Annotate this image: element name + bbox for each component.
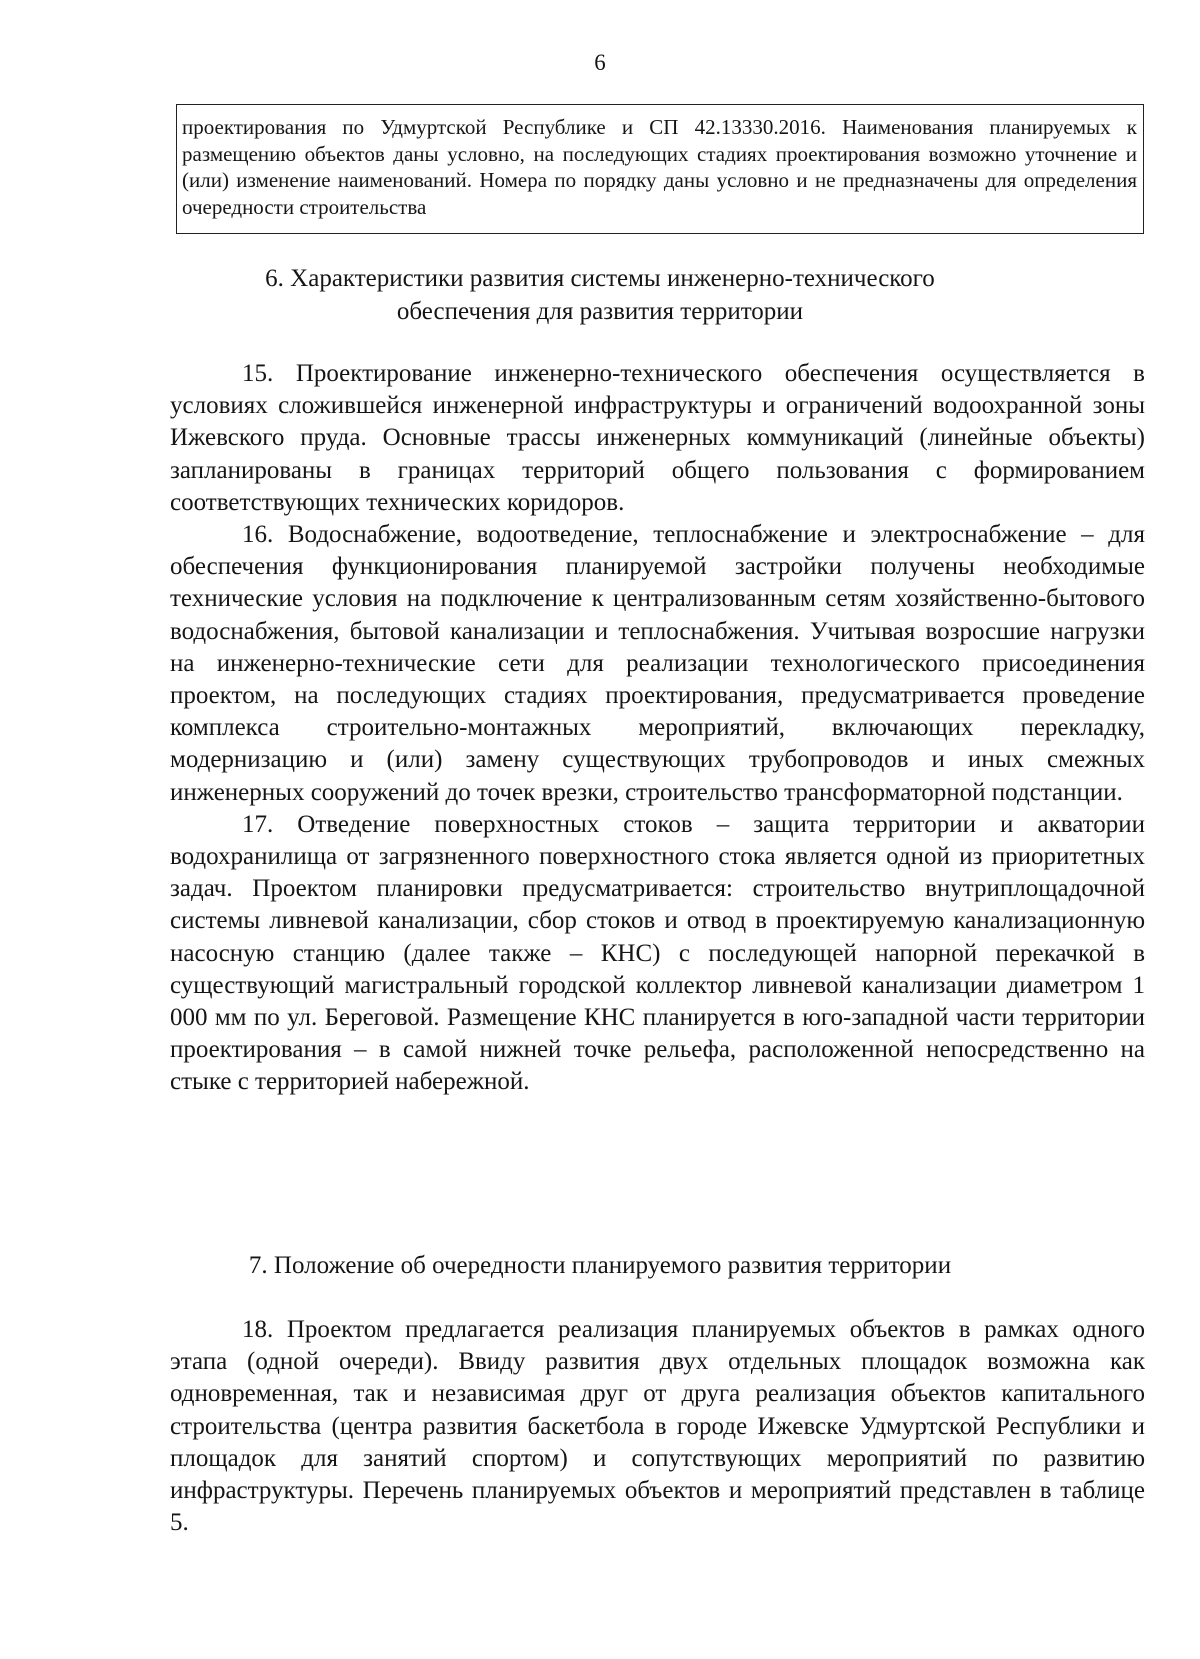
section-6-heading (0, 262, 1200, 328)
table-note-box (176, 104, 1144, 234)
paragraph-17: 17. Отведение поверхностных стоков – защита территории и акватории водохранилища от загрязненного поверхностного стока является одной из приоритетных задач. Проектом планировки предусматривается: строительство внутриплощадочной системы ливневой канализации, сбор стоков и отвод в проектируемую канализационную насосную станцию (далее также – КНС) с последующей напорной перекачкой в существующий магистральный городской коллектор ливневой канализации диаметром 1 000 мм по ул. Береговой. Размещение КНС планируется в юго-западной части территории проектирования – в самой нижней точке рельефа, расположенной непосредственно на стыке с территорией набережной. (170, 810, 1145, 1096)
table-note-text: проектирования по Удмуртской Республике и СП 42.13330.2016. Наименования планируемых к размещению объектов даны условно, на последующих стадиях проектирования возможно уточнение и (или) изменение наименований. Номера по порядку даны условно и не предназначены для определения очередности строительства (182, 115, 1137, 219)
section-7-heading: 7. Положение об очередности планируемого развития территории (248, 1252, 952, 1279)
paragraph-16: 16. Водоснабжение, водоотведение, теплоснабжение и электроснабжение – для обеспечения функционирования планируемой застройки получены необходимые технические условия на подключение к централизованным сетям хозяйственно-бытового водоснабжения, бытовой канализации и теплоснабжения. Учитывая возросшие нагрузки на инженерно-технические сети для реализации технологического присоединения проектом, на последующих стадиях проектирования, предусматривается проведение комплекса строительно-монтажных мероприятий, включающих перекладку, модернизацию и (или) замену существующих трубопроводов и иных смежных инженерных сооружений до точек врезки, строительство трансформаторной подстанции. (170, 521, 1145, 806)
section-6-heading-line-2: обеспечения для развития территории (396, 298, 804, 325)
page-number: 6 (594, 50, 606, 75)
section-6-heading-line-1: 6. Характеристики развития системы инженерно-технического (265, 265, 935, 292)
section-6-body (170, 358, 1145, 1099)
paragraph-15: 15. Проектирование инженерно-технического обеспечения осуществляется в условиях сложившейся инженерной инфраструктуры и ограничений водоохранной зоны Ижевского пруда. Основные трассы инженерных коммуникаций (линейные объекты) запланированы в границах территорий общего пользования с формированием соответствующих технических коридоров. (170, 360, 1145, 516)
paragraph-18: 18. Проектом предлагается реализация планируемых объектов в рамках одного этапа (одной очереди). Ввиду развития двух отдельных площадок возможна как одновременная, так и независимая друг от друга реализация объектов капитального строительства (центра развития баскетбола в городе Ижевске Удмуртской Республики и площадок для занятий спортом) и сопутствующих мероприятий по развитию инфраструктуры. Перечень планируемых объектов и мероприятий представлен в таблице 5. (170, 1316, 1145, 1537)
section-7-body (170, 1314, 1145, 1539)
